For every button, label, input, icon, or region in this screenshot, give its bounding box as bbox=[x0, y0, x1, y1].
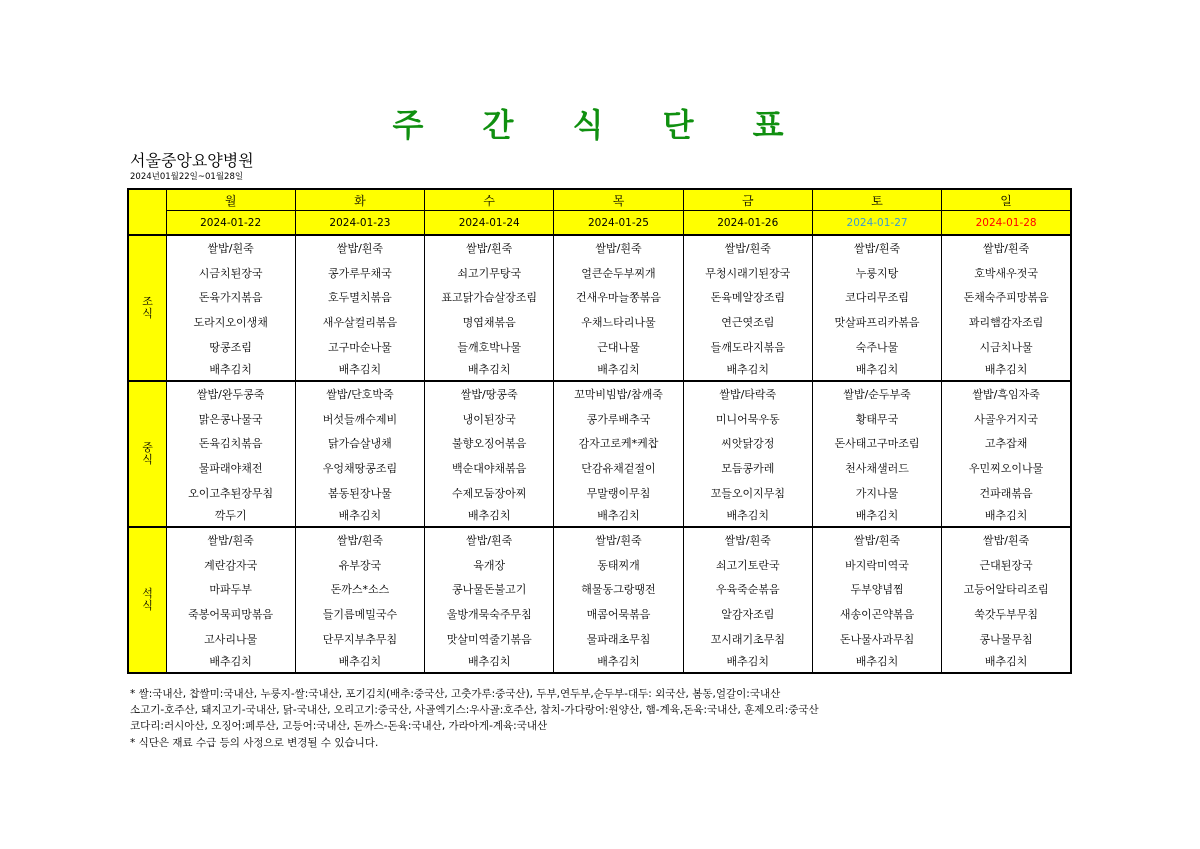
menu-item: 물파래초무침 bbox=[554, 626, 683, 651]
menu-item: 콩나물돈불고기 bbox=[425, 577, 554, 602]
menu-item: 들깨도라지볶음 bbox=[683, 334, 812, 359]
menu-row bbox=[128, 381, 1071, 407]
menu-item: 배추김치 bbox=[295, 359, 424, 381]
menu-row bbox=[128, 285, 1071, 310]
menu-row bbox=[128, 431, 1071, 456]
menu-item: 호두멸치볶음 bbox=[295, 285, 424, 310]
menu-row bbox=[128, 626, 1071, 651]
menu-item: 근대나물 bbox=[554, 334, 683, 359]
menu-item: 쌀밥/타락죽 bbox=[683, 381, 812, 407]
menu-item: 황태무국 bbox=[812, 407, 941, 432]
menu-item: 두부양념찜 bbox=[812, 577, 941, 602]
menu-item: 쌀밥/땅콩죽 bbox=[425, 381, 554, 407]
menu-item: 해물동그랑땡전 bbox=[554, 577, 683, 602]
menu-item: 쌀밥/흰죽 bbox=[812, 235, 941, 261]
date-header: 2024-01-25 bbox=[554, 211, 683, 236]
menu-item: 콩가루배추국 bbox=[554, 407, 683, 432]
menu-row bbox=[128, 261, 1071, 286]
menu-item: 건파래볶음 bbox=[942, 480, 1071, 505]
menu-item: 천사채샐러드 bbox=[812, 456, 941, 481]
menu-item: 돈채숙주피망볶음 bbox=[942, 285, 1071, 310]
menu-item: 봄동된장나물 bbox=[295, 480, 424, 505]
menu-item: 도라지오이생채 bbox=[166, 310, 295, 335]
menu-item: 쌀밥/흰죽 bbox=[554, 527, 683, 553]
menu-item: 쌀밥/순두부죽 bbox=[812, 381, 941, 407]
menu-item: 매콤어묵볶음 bbox=[554, 602, 683, 627]
menu-item: 명엽채볶음 bbox=[425, 310, 554, 335]
menu-item: 바지락미역국 bbox=[812, 553, 941, 578]
menu-item: 동태찌개 bbox=[554, 553, 683, 578]
date-header-sunday: 2024-01-28 bbox=[942, 211, 1071, 236]
meal-label: 석식 bbox=[142, 586, 153, 612]
menu-item: 배추김치 bbox=[554, 505, 683, 527]
menu-item: 불향오징어볶음 bbox=[425, 431, 554, 456]
menu-row bbox=[128, 505, 1071, 527]
menu-item: 배추김치 bbox=[554, 651, 683, 673]
menu-item: 꼬들오이지무침 bbox=[683, 480, 812, 505]
menu-item: 콩가루무채국 bbox=[295, 261, 424, 286]
menu-item: 들깨호박나물 bbox=[425, 334, 554, 359]
menu-item: 돈육가지볶음 bbox=[166, 285, 295, 310]
menu-item: 배추김치 bbox=[942, 359, 1071, 381]
menu-item: 근대된장국 bbox=[942, 553, 1071, 578]
menu-item: 표고닭가슴살장조림 bbox=[425, 285, 554, 310]
menu-item: 쌀밥/단호박죽 bbox=[295, 381, 424, 407]
menu-item: 배추김치 bbox=[942, 505, 1071, 527]
menu-item: 연근엿조림 bbox=[683, 310, 812, 335]
menu-item: 배추김치 bbox=[295, 505, 424, 527]
menu-item: 배추김치 bbox=[683, 651, 812, 673]
menu-item: 배추김치 bbox=[425, 651, 554, 673]
menu-item: 쌀밥/흰죽 bbox=[425, 235, 554, 261]
menu-item: 알감자조림 bbox=[683, 602, 812, 627]
menu-item: 배추김치 bbox=[812, 359, 941, 381]
menu-item: 돈사태고구마조림 bbox=[812, 431, 941, 456]
menu-item: 마파두부 bbox=[166, 577, 295, 602]
menu-item: 모듬콩카레 bbox=[683, 456, 812, 481]
menu-item: 배추김치 bbox=[942, 651, 1071, 673]
menu-body bbox=[128, 235, 1071, 673]
menu-item: 건새우마늘쫑볶음 bbox=[554, 285, 683, 310]
day-header: 수 bbox=[425, 189, 554, 211]
menu-row bbox=[128, 553, 1071, 578]
meal-label: 조식 bbox=[142, 294, 153, 320]
menu-item: 돈나물사과무침 bbox=[812, 626, 941, 651]
date-header: 2024-01-22 bbox=[166, 211, 295, 236]
hospital-name: 서울중앙요양병원 bbox=[130, 151, 254, 170]
page-title: 주 간 식 단 표 bbox=[392, 106, 808, 144]
menu-row bbox=[128, 602, 1071, 627]
menu-row bbox=[128, 651, 1071, 673]
note-line: 소고기-호주산, 돼지고기-국내산, 닭-국내산, 오리고기:중국산, 사골엑기스:우사골:호주산, 참치-가다랑어:원양산, 햄-계육,돈육:국내산, 훈제오리:중국산 bbox=[130, 704, 819, 717]
menu-item: 쌀밥/흰죽 bbox=[942, 527, 1071, 553]
menu-item: 배추김치 bbox=[425, 359, 554, 381]
weekly-menu-table bbox=[127, 188, 1072, 674]
menu-item: 쌀밥/흑임자죽 bbox=[942, 381, 1071, 407]
day-header: 월 bbox=[166, 189, 295, 211]
menu-item: 우민찌오이나물 bbox=[942, 456, 1071, 481]
menu-item: 가지나물 bbox=[812, 480, 941, 505]
menu-item: 쌀밥/흰죽 bbox=[812, 527, 941, 553]
menu-item: 시금치나물 bbox=[942, 334, 1071, 359]
menu-item: 깍두기 bbox=[166, 505, 295, 527]
menu-item: 우육죽순볶음 bbox=[683, 577, 812, 602]
menu-item: 코다리무조림 bbox=[812, 285, 941, 310]
menu-item: 배추김치 bbox=[554, 359, 683, 381]
meal-label-cell bbox=[128, 235, 166, 381]
menu-row bbox=[128, 407, 1071, 432]
day-header: 금 bbox=[683, 189, 812, 211]
menu-item: 백순대야채볶음 bbox=[425, 456, 554, 481]
menu-item: 닭가슴살냉채 bbox=[295, 431, 424, 456]
menu-item: 미니어묵우동 bbox=[683, 407, 812, 432]
menu-row bbox=[128, 527, 1071, 553]
menu-item: 쌀밥/흰죽 bbox=[295, 235, 424, 261]
menu-item: 숙주나물 bbox=[812, 334, 941, 359]
menu-item: 쌀밥/흰죽 bbox=[166, 527, 295, 553]
menu-item: 계란감자국 bbox=[166, 553, 295, 578]
note-line: * 식단은 재료 수급 등의 사정으로 변경될 수 있습니다. bbox=[130, 736, 379, 749]
menu-item: 배추김치 bbox=[295, 651, 424, 673]
menu-item: 누룽지탕 bbox=[812, 261, 941, 286]
menu-item: 꼬막비빔밥/참깨죽 bbox=[554, 381, 683, 407]
menu-item: 고구마순나물 bbox=[295, 334, 424, 359]
menu-item: 쌀밥/완두콩죽 bbox=[166, 381, 295, 407]
menu-row bbox=[128, 577, 1071, 602]
menu-item: 단감유채겉절이 bbox=[554, 456, 683, 481]
day-header: 일 bbox=[942, 189, 1071, 211]
menu-item: 단무지부추무침 bbox=[295, 626, 424, 651]
menu-item: 우엉채땅콩조림 bbox=[295, 456, 424, 481]
menu-item: 쌀밥/흰죽 bbox=[295, 527, 424, 553]
menu-item: 쌀밥/흰죽 bbox=[942, 235, 1071, 261]
menu-item: 고추잡채 bbox=[942, 431, 1071, 456]
date-header-saturday: 2024-01-27 bbox=[812, 211, 941, 236]
menu-item: 배추김치 bbox=[166, 359, 295, 381]
menu-row bbox=[128, 235, 1071, 261]
menu-item: 쇠고기토란국 bbox=[683, 553, 812, 578]
menu-item: 얼큰순두부찌개 bbox=[554, 261, 683, 286]
menu-item: 쌀밥/흰죽 bbox=[554, 235, 683, 261]
menu-item: 콩나물무침 bbox=[942, 626, 1071, 651]
menu-row bbox=[128, 310, 1071, 335]
menu-item: 쌀밥/흰죽 bbox=[425, 527, 554, 553]
menu-item: 고사리나물 bbox=[166, 626, 295, 651]
day-header: 목 bbox=[554, 189, 683, 211]
menu-item: 들기름메밀국수 bbox=[295, 602, 424, 627]
meal-label: 중식 bbox=[142, 440, 153, 466]
table-corner bbox=[128, 189, 166, 235]
meal-label-cell bbox=[128, 381, 166, 527]
menu-item: 배추김치 bbox=[812, 651, 941, 673]
menu-period: 2024년01월22일~01월28일 bbox=[130, 172, 244, 182]
menu-item: 배추김치 bbox=[683, 505, 812, 527]
menu-item: 맑은콩나물국 bbox=[166, 407, 295, 432]
menu-item: 맛살파프리카볶음 bbox=[812, 310, 941, 335]
menu-item: 땅콩조림 bbox=[166, 334, 295, 359]
menu-item: 배추김치 bbox=[166, 651, 295, 673]
menu-item: 쌀밥/흰죽 bbox=[683, 235, 812, 261]
menu-item: 죽봉어묵피망볶음 bbox=[166, 602, 295, 627]
menu-item: 무말랭이무침 bbox=[554, 480, 683, 505]
day-header: 토 bbox=[812, 189, 941, 211]
note-line: 코다리:러시아산, 오징어:페루산, 고등어:국내산, 돈까스-돈육:국내산, 가라아게-계육:국내산 bbox=[130, 720, 548, 733]
menu-item: 돈육김치볶음 bbox=[166, 431, 295, 456]
date-header-row bbox=[128, 211, 1071, 236]
note-line: * 쌀:국내산, 찹쌀미:국내산, 누룽지-쌀:국내산, 포기김치(배추:중국산, 고춧가루:중국산), 두부,연두부,순두부-대두: 외국산, 봄동,얼갈이:국내산 bbox=[130, 688, 781, 700]
menu-item: 배추김치 bbox=[425, 505, 554, 527]
day-header-row bbox=[128, 189, 1071, 211]
menu-item: 울방개묵숙주무침 bbox=[425, 602, 554, 627]
menu-item: 버섯들깨수제비 bbox=[295, 407, 424, 432]
menu-row bbox=[128, 359, 1071, 381]
menu-item: 고등어알타리조림 bbox=[942, 577, 1071, 602]
menu-item: 꼬시래기초무침 bbox=[683, 626, 812, 651]
menu-item: 육개장 bbox=[425, 553, 554, 578]
menu-item: 돈육메알장조림 bbox=[683, 285, 812, 310]
menu-row bbox=[128, 456, 1071, 481]
date-header: 2024-01-23 bbox=[295, 211, 424, 236]
menu-item: 쌀밥/흰죽 bbox=[166, 235, 295, 261]
menu-item: 배추김치 bbox=[812, 505, 941, 527]
menu-item: 새송이곤약볶음 bbox=[812, 602, 941, 627]
menu-item: 유부장국 bbox=[295, 553, 424, 578]
menu-item: 돈까스*소스 bbox=[295, 577, 424, 602]
menu-item: 수제모둠장아찌 bbox=[425, 480, 554, 505]
menu-item: 쑥갓두부무침 bbox=[942, 602, 1071, 627]
menu-item: 오이고추된장무침 bbox=[166, 480, 295, 505]
menu-row bbox=[128, 334, 1071, 359]
menu-item: 꽈리햄감자조림 bbox=[942, 310, 1071, 335]
menu-item: 쌀밥/흰죽 bbox=[683, 527, 812, 553]
menu-item: 새우살컬리볶음 bbox=[295, 310, 424, 335]
meal-label-cell bbox=[128, 527, 166, 673]
menu-item: 쇠고기무탕국 bbox=[425, 261, 554, 286]
menu-row bbox=[128, 480, 1071, 505]
menu-item: 우채느타리나물 bbox=[554, 310, 683, 335]
menu-item: 무청시래기된장국 bbox=[683, 261, 812, 286]
menu-item: 맛살미역줄기볶음 bbox=[425, 626, 554, 651]
day-header: 화 bbox=[295, 189, 424, 211]
menu-item: 물파래야채전 bbox=[166, 456, 295, 481]
menu-item: 감자고로케*케찹 bbox=[554, 431, 683, 456]
date-header: 2024-01-24 bbox=[425, 211, 554, 236]
menu-item: 씨앗닭강정 bbox=[683, 431, 812, 456]
menu-item: 사골우거지국 bbox=[942, 407, 1071, 432]
menu-item: 배추김치 bbox=[683, 359, 812, 381]
menu-item: 냉이된장국 bbox=[425, 407, 554, 432]
menu-item: 호박새우젓국 bbox=[942, 261, 1071, 286]
origin-notes bbox=[130, 686, 819, 751]
menu-item: 시금치된장국 bbox=[166, 261, 295, 286]
date-header: 2024-01-26 bbox=[683, 211, 812, 236]
